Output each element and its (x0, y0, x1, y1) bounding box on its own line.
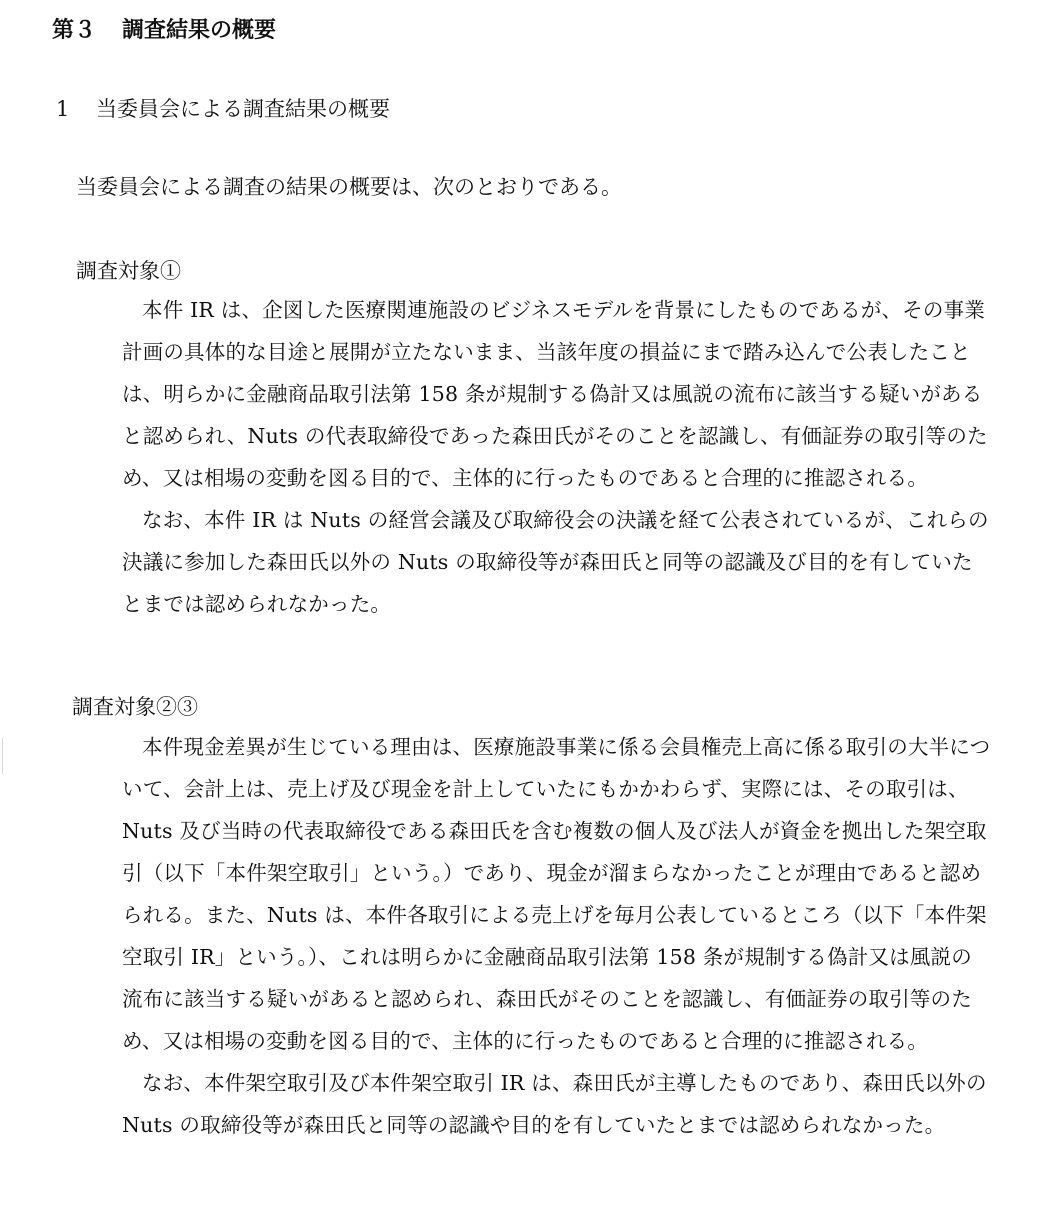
section-heading (56, 92, 390, 126)
section-title: 当委員会による調査結果の概要 (96, 97, 390, 121)
subject-1-paragraph-2: なお、本件 IR は Nuts の経営会議及び取締役会の決議を経て公表されているが、これらの決議に参加した森田氏以外の Nuts の取締役等が森田氏と同等の認識及び目的を有していたとまでは認められなかった。 (122, 508, 989, 616)
page-edge-mark (2, 738, 3, 774)
subject-2-paragraph-1: 本件現金差異が生じている理由は、医療施設事業に係る会員権売上高に係る取引の大半について、会計上は、売上げ及び現金を計上していたにもかかわらず、実際には、その取引は、Nuts 及び当時の代表取締役である森田氏を含む複数の個人及び法人が資金を拠出した架空取引（以下「本件架空取引」という。）であり、現金が溜まらなかったことが理由であると認められる。また、Nuts は、本件各取引による売上げを毎月公表しているところ（以下「本件架空取引 IR」という。）、これは明らかに金融商品取引法第 158 条が規制する偽計又は風説の流布に該当する疑いがあると認められ、森田氏がそのことを認識し、有価証券の取引等のため、又は相場の変動を図る目的で、主体的に行ったものであると合理的に推認される。 (122, 735, 991, 1053)
subject-2-heading: 調査対象②③ (72, 695, 198, 719)
subject-2-paragraph-2: なお、本件架空取引及び本件架空取引 IR は、森田氏が主導したものであり、森田氏以外の Nuts の取締役等が森田氏と同等の認識や目的を有していたとまでは認められなかった。 (122, 1071, 987, 1137)
chapter-heading (52, 14, 276, 48)
chapter-title: 調査結果の概要 (122, 18, 277, 43)
subject-1-paragraph-1: 本件 IR は、企図した医療関連施設のビジネスモデルを背景にしたものであるが、その事業計画の具体的な目途と展開が立たないまま、当該年度の損益にまで踏み込んで公表したことは、明らかに金融商品取引法第 158 条が規制する偽計又は風説の流布に該当する疑いがあると認められ、Nuts の代表取締役であった森田氏がそのことを認識し、有価証券の取引等のため、又は相場の変動を図る目的で、主体的に行ったものであると合理的に推認される。 (122, 298, 988, 490)
intro-text: 当委員会による調査の結果の概要は、次のとおりである。 (76, 175, 622, 199)
chapter-number: 第３ (52, 18, 97, 43)
section-number: 1 (56, 97, 70, 121)
subject-2-body (122, 726, 992, 1146)
subject-1-body (122, 289, 992, 625)
subject-1-heading: 調査対象① (76, 259, 181, 283)
